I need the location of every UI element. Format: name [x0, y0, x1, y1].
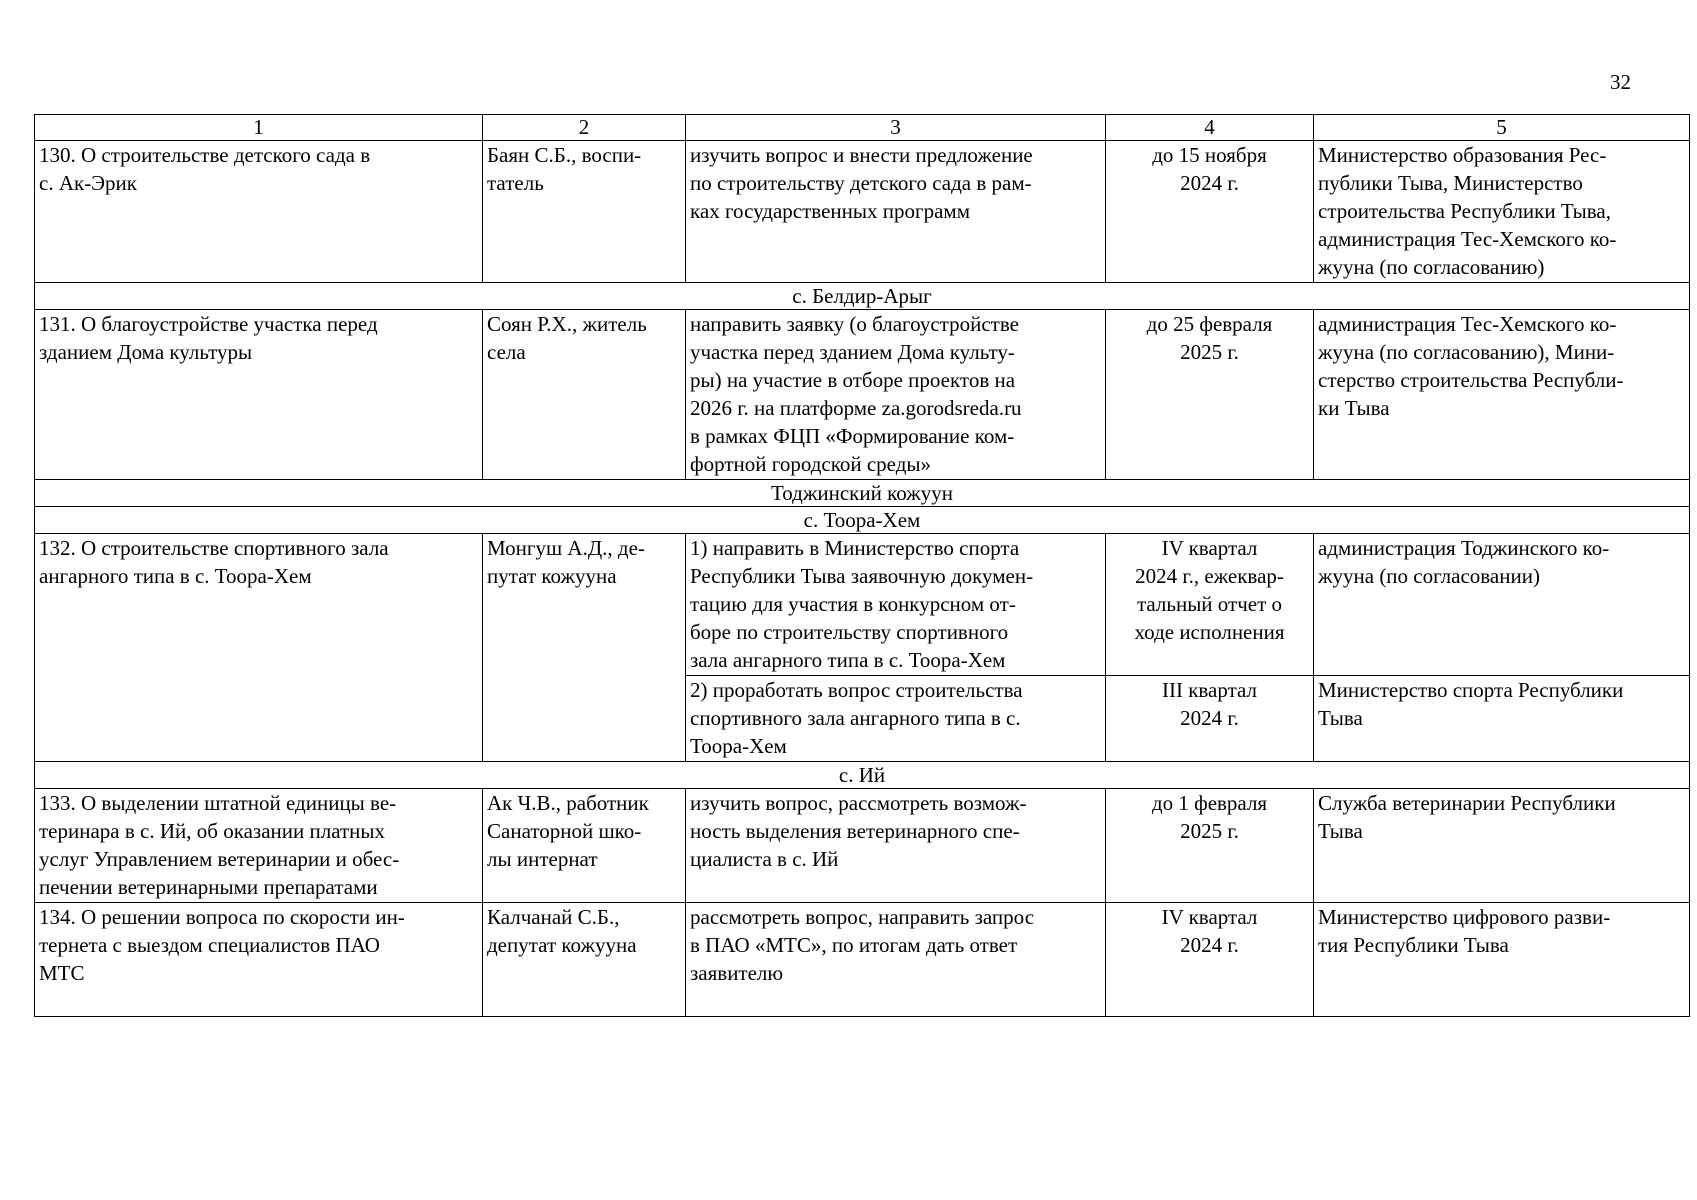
action-cell [686, 310, 1106, 480]
executor-cell [1314, 789, 1690, 903]
author-cell [483, 141, 686, 283]
executor-line: администрация Тоджинского ко- [1318, 536, 1610, 560]
topic-cell [35, 789, 483, 903]
author-cell [483, 310, 686, 480]
column-header-2: 2 [483, 115, 686, 141]
executor-cell [1314, 310, 1690, 480]
column-header-4: 4 [1106, 115, 1314, 141]
executor-cell [1314, 676, 1690, 762]
author-line: депутат кожууна [487, 933, 637, 957]
author-line: Соян Р.Х., житель [487, 312, 647, 336]
action-cell [686, 676, 1106, 762]
section-heading-toora-khem: с. Тоора-Хем [35, 507, 1690, 534]
author-line: Санаторной шко- [487, 819, 642, 843]
executor-line: администрация Тес-Хемского ко- [1318, 227, 1617, 251]
deadline-cell [1106, 676, 1314, 762]
column-header-1: 1 [35, 115, 483, 141]
column-header-5: 5 [1314, 115, 1690, 141]
action-line: рассмотреть вопрос, направить запрос [690, 905, 1035, 929]
deadline-line: 2025 г. [1180, 819, 1239, 843]
action-line: 2) проработать вопрос строительства [690, 678, 1023, 702]
executor-line: Тыва [1318, 819, 1363, 843]
topic-line: 134. О решении вопроса по скорости ин- [39, 905, 405, 929]
author-line: Монгуш А.Д., де- [487, 536, 645, 560]
action-line: 2026 г. на платформе za.gorodsreda.ru [690, 396, 1022, 420]
action-line: Республики Тыва заявочную докумен- [690, 564, 1034, 588]
executor-line: Министерство спорта Республики [1318, 678, 1624, 702]
topic-line: зданием Дома культуры [39, 340, 253, 364]
topic-line: ангарного типа в с. Тоора-Хем [39, 564, 312, 588]
action-line: фортной городской среды» [690, 452, 932, 476]
author-line: лы интернат [487, 847, 598, 871]
topic-cell [35, 310, 483, 480]
author-line: путат кожууна [487, 564, 617, 588]
action-line: в ПАО «МТС», по итогам дать ответ [690, 933, 1018, 957]
action-line: ках государственных программ [690, 199, 970, 223]
executor-line: стерство строительства Республи- [1318, 368, 1624, 392]
section-row [35, 480, 1690, 507]
deadline-line: до 1 февраля [1151, 791, 1268, 815]
topic-cell [35, 141, 483, 283]
deadline-cell [1106, 903, 1314, 1017]
topic-line: печении ветеринарными препаратами [39, 875, 378, 899]
action-line: 1) направить в Министерство спорта [690, 536, 1020, 560]
table-row [35, 903, 1690, 1017]
topic-line: тернета с выездом специалистов ПАО [39, 933, 380, 957]
executor-line: жууна (по согласованию) [1318, 255, 1545, 279]
action-line: ность выделения ветеринарного спе- [690, 819, 1020, 843]
action-line: спортивного зала ангарного типа в с. [690, 706, 1021, 730]
executor-line: Тыва [1318, 706, 1363, 730]
section-heading-todzha: Тоджинский кожуун [35, 480, 1690, 507]
action-line: направить заявку (о благоустройстве [690, 312, 1019, 336]
executor-cell [1314, 141, 1690, 283]
deadline-line: до 15 ноября [1152, 143, 1267, 167]
topic-line: 131. О благоустройстве участка перед [39, 312, 378, 336]
deadline-cell [1106, 789, 1314, 903]
author-cell [483, 789, 686, 903]
deadline-line: до 25 февраля [1146, 312, 1273, 336]
table-row [35, 789, 1690, 903]
section-row [35, 283, 1690, 310]
topic-cell [35, 903, 483, 1017]
topic-line: с. Ак-Эрик [39, 171, 137, 195]
executor-line: администрация Тес-Хемского ко- [1318, 312, 1617, 336]
deadline-line: IV квартал [1161, 905, 1258, 929]
topic-line: МТС [39, 961, 85, 985]
deadline-cell [1106, 310, 1314, 480]
executor-line: Министерство цифрового разви- [1318, 905, 1611, 929]
table-row [35, 534, 1690, 676]
action-line: в рамках ФЦП «Формирование ком- [690, 424, 1015, 448]
table-row [35, 310, 1690, 480]
executor-line: Служба ветеринарии Республики [1318, 791, 1616, 815]
deadline-line: ходе исполнения [1134, 620, 1285, 644]
executor-line: публики Тыва, Министерство [1318, 171, 1583, 195]
action-cell [686, 534, 1106, 676]
topic-line: услуг Управлением ветеринарии и обес- [39, 847, 400, 871]
action-cell [686, 141, 1106, 283]
author-line: Калчанай С.Б., [487, 905, 620, 929]
executor-line: жууна (по согласовании) [1318, 564, 1540, 588]
deadline-line: 2024 г., ежеквар- [1135, 564, 1284, 588]
deadline-line: 2024 г. [1180, 706, 1239, 730]
deadline-line: IV квартал [1161, 536, 1258, 560]
action-line: ры) на участие в отборе проектов на [690, 368, 1016, 392]
author-line: села [487, 340, 526, 364]
section-row [35, 762, 1690, 789]
action-line: изучить вопрос и внести предложение [690, 143, 1033, 167]
section-row [35, 507, 1690, 534]
deadline-cell [1106, 141, 1314, 283]
author-line: Баян С.Б., воспи- [487, 143, 642, 167]
section-heading-iy: с. Ий [35, 762, 1690, 789]
executor-line: жууна (по согласованию), Мини- [1318, 340, 1615, 364]
page-number: 32 [1610, 70, 1631, 94]
action-line: по строительству детского сада в рам- [690, 171, 1032, 195]
deadline-cell [1106, 534, 1314, 676]
executor-line: тия Республики Тыва [1318, 933, 1509, 957]
column-header-3: 3 [686, 115, 1106, 141]
executor-cell [1314, 534, 1690, 676]
author-cell [483, 534, 686, 762]
topic-line: 130. О строительстве детского сада в [39, 143, 371, 167]
action-line: тацию для участия в конкурсном от- [690, 592, 1016, 616]
author-cell [483, 903, 686, 1017]
deadline-line: 2024 г. [1180, 171, 1239, 195]
action-line: зала ангарного типа в с. Тоора-Хем [690, 648, 1006, 672]
executor-line: Министерство образования Рес- [1318, 143, 1607, 167]
deadline-line: 2025 г. [1180, 340, 1239, 364]
section-heading-beldir-aryg: с. Белдир-Арыг [35, 283, 1690, 310]
executor-line: ки Тыва [1318, 396, 1390, 420]
topic-line: теринара в с. Ий, об оказании платных [39, 819, 385, 843]
action-line: боре по строительству спортивного [690, 620, 1009, 644]
topic-line: 133. О выделении штатной единицы ве- [39, 791, 397, 815]
deadline-line: III квартал [1161, 678, 1258, 702]
deadline-line: тальный отчет о [1136, 592, 1283, 616]
deadline-line: 2024 г. [1180, 933, 1239, 957]
table-row [35, 141, 1690, 283]
action-line: циалиста в с. Ий [690, 847, 839, 871]
topic-line: 132. О строительстве спортивного зала [39, 536, 389, 560]
executor-cell [1314, 903, 1690, 1017]
action-cell [686, 789, 1106, 903]
topic-cell [35, 534, 483, 762]
author-line: Ак Ч.В., работник [487, 791, 649, 815]
action-cell [686, 903, 1106, 1017]
action-line: Тоора-Хем [690, 734, 787, 758]
action-line: изучить вопрос, рассмотреть возмож- [690, 791, 1027, 815]
decisions-table [34, 114, 1690, 1017]
action-line: заявителю [690, 961, 784, 985]
table-header-row [35, 115, 1690, 141]
executor-line: строительства Республики Тыва, [1318, 199, 1611, 223]
action-line: участка перед зданием Дома культу- [690, 340, 1015, 364]
author-line: татель [487, 171, 544, 195]
